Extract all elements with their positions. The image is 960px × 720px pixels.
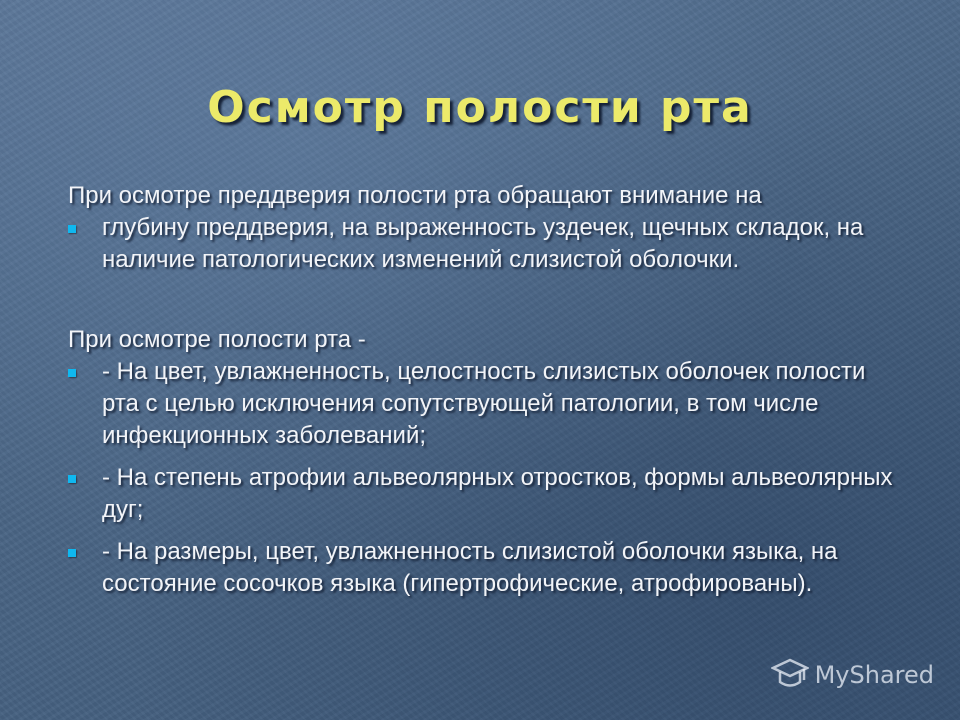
section2-bullet-list xyxy=(68,356,898,600)
bullet-text: - На цвет, увлажненность, целостность слизистых оболочек полости рта с целью исключения сопутствующей патологии, в том числе инфекционных заболеваний; xyxy=(102,358,866,449)
bullet-item xyxy=(68,536,898,600)
bullet-text: глубину преддверия, на выраженность уздечек, щечных складок, на наличие патологических изменений слизистой оболочки. xyxy=(102,214,864,273)
bullet-text: - На размеры, цвет, увлажненность слизистой оболочки языка, на состояние сосочков языка (гипертрофические, атрофированы). xyxy=(102,538,838,597)
watermark-label: MyShared xyxy=(814,661,934,689)
bullet-item xyxy=(68,462,898,526)
myshared-watermark[interactable] xyxy=(771,658,934,692)
section1-lead: При осмотре преддверия полости рта обращают внимание на xyxy=(68,182,762,209)
square-bullet-icon xyxy=(68,549,76,557)
mortarboard-icon xyxy=(771,658,809,692)
bullet-item xyxy=(68,356,898,452)
bullet-text: - На степень атрофии альвеолярных отростков, формы альвеолярных дуг; xyxy=(102,464,893,523)
bullet-item xyxy=(68,212,898,276)
section2-lead: При осмотре полости рта - xyxy=(68,326,366,353)
square-bullet-icon xyxy=(68,369,76,377)
slide-content xyxy=(68,180,898,610)
square-bullet-icon xyxy=(68,225,76,233)
slide-title: Осмотр полости рта xyxy=(207,82,753,133)
section1-bullet-list xyxy=(68,212,898,276)
square-bullet-icon xyxy=(68,475,76,483)
